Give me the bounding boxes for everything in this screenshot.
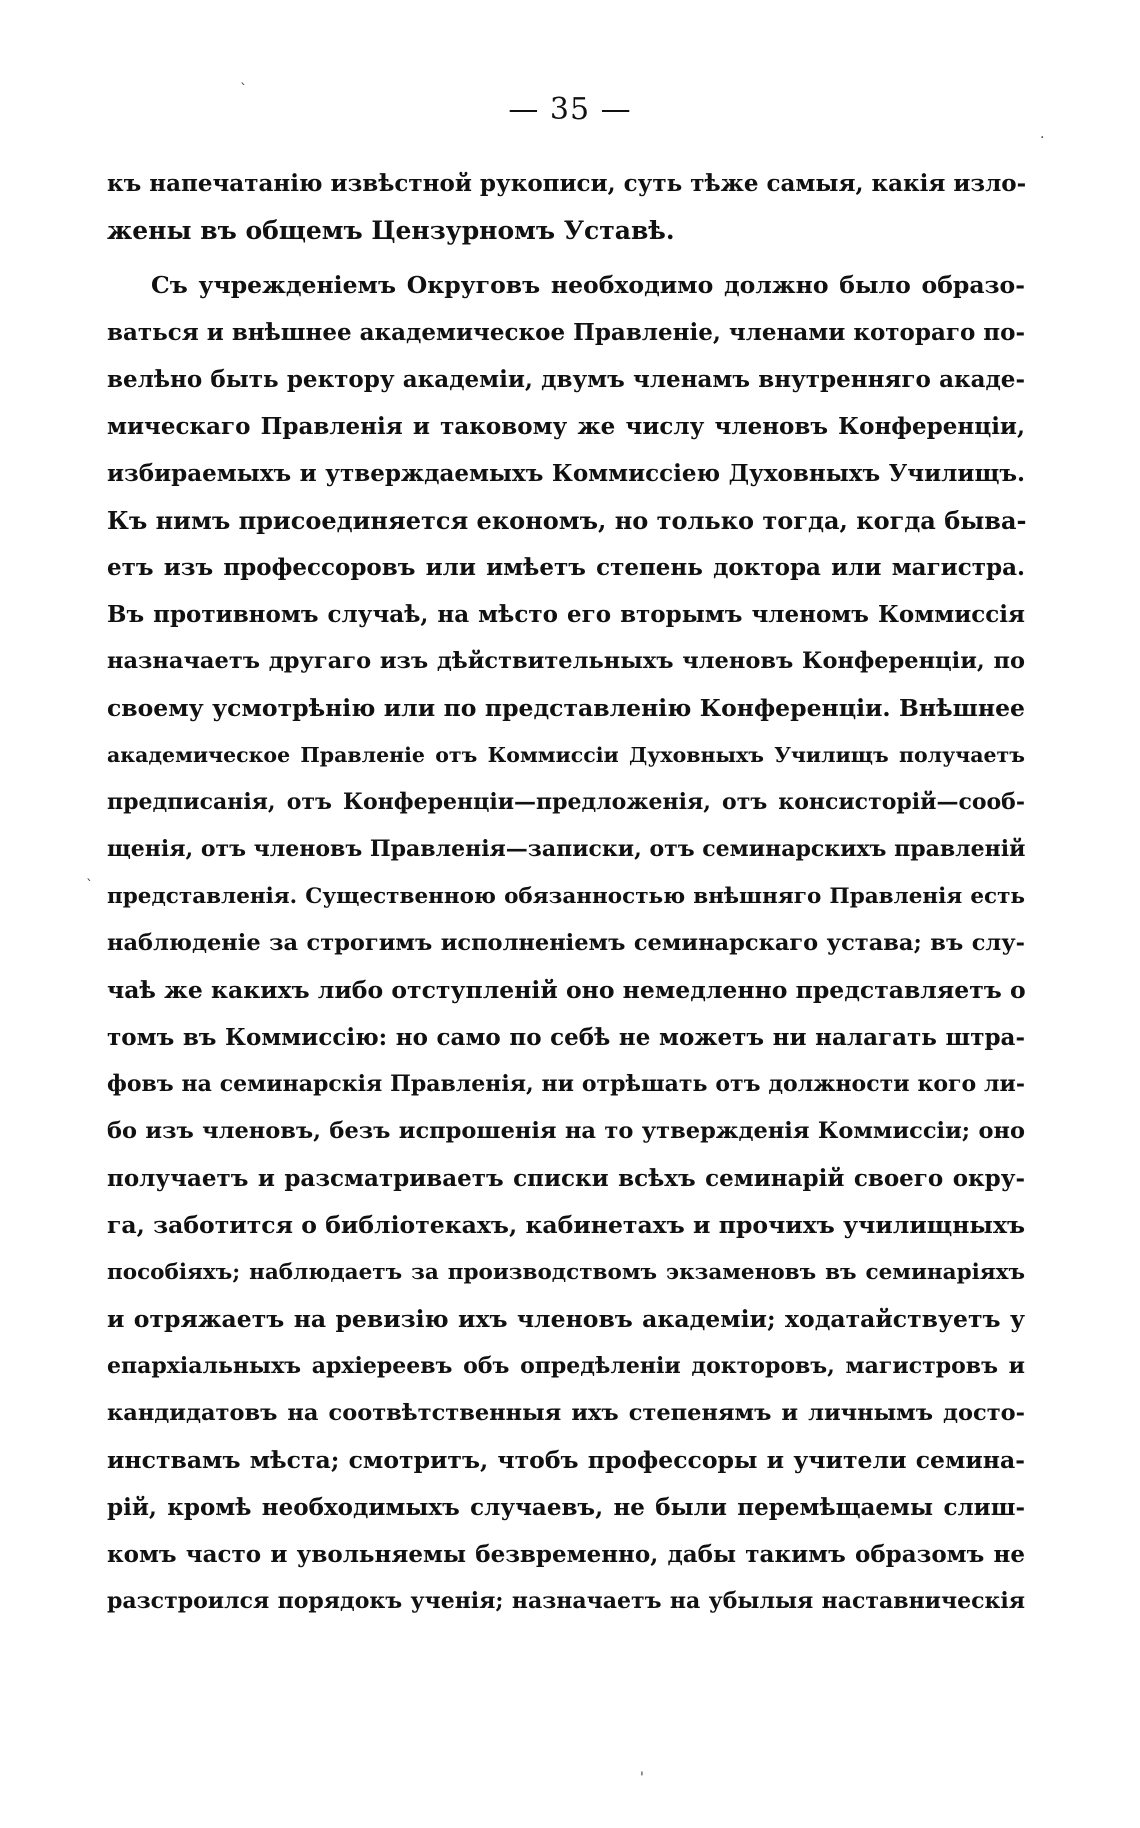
text-line: пособіяхъ; наблюдаетъ за производствомъ экзаменовъ въ семинаріяхъ <box>107 1260 1025 1285</box>
text-line: Въ противномъ случаѣ, на мѣсто его вторымъ членомъ Коммиссія <box>107 601 1025 628</box>
text-line: академическое Правленіе отъ Коммиссіи Духовныхъ Училищъ получаетъ <box>107 743 1025 767</box>
text-line: рій, кромѣ необходимыхъ случаевъ, не были перемѣщаемы слиш- <box>107 1494 1025 1521</box>
text-line: га, заботится о библіотекахъ, кабинетахъ и прочихъ училищныхъ <box>107 1211 1025 1239</box>
text-line: щенія, отъ членовъ Правленія—записки, отъ семинарскихъ правленій <box>107 836 1026 862</box>
text-line: получаетъ и разсматриваетъ списки всѣхъ семинарій своего окру- <box>107 1165 1025 1192</box>
page-number: — 35 — <box>508 92 632 127</box>
text-line: инствамъ мѣста; смотритъ, чтобъ профессоры и учители семина- <box>107 1446 1025 1474</box>
text-line: своему усмотрѣнію или по представленію Конференціи. Внѣшнее <box>107 694 1025 722</box>
text-line: предписанія, отъ Конференціи—предложенія, отъ консисторій—сооб- <box>107 789 1025 815</box>
text-line: велѣно быть ректору академіи, двумъ членамъ внутренняго акаде- <box>107 366 1025 393</box>
paragraph-2 <box>107 262 1025 1625</box>
text-line: епархіальныхъ архіереевъ объ опредѣленіи докторовъ, магистровъ и <box>107 1353 1025 1379</box>
text-line: избираемыхъ и утверждаемыхъ Коммиссіею Духовныхъ Училищъ. <box>107 460 1025 487</box>
text-line: представленія. Существенною обязанностью внѣшняго Правленія есть <box>107 884 1025 909</box>
text-line: етъ изъ профессоровъ или имѣетъ степень доктора или магистра. <box>107 554 1025 581</box>
text-line: чаѣ же какихъ либо отступленій оно немедленно представляетъ о <box>107 976 1026 1004</box>
scan-speck: ` <box>86 878 93 894</box>
text-line: наблюденіе за строгимъ исполненіемъ семинарскаго устава; въ слу- <box>107 930 1025 956</box>
text-line: мическаго Правленія и таковому же числу членовъ Конференціи, <box>107 413 1025 440</box>
text-line: ваться и внѣшнее академическое Правленіе, членами котораго по- <box>107 319 1026 346</box>
text-line: комъ часто и увольняемы безвременно, дабы такимъ образомъ не <box>107 1541 1025 1568</box>
text-line: Къ нимъ присоединяется економъ, но только тогда, когда быва- <box>107 506 1027 535</box>
text-line: Съ учрежденіемъ Округовъ необходимо должно было образо- <box>151 271 1025 299</box>
paragraph-1 <box>107 160 1025 254</box>
text-line: къ напечатанію извѣстной рукописи, суть тѣже самыя, какія изло- <box>107 170 1027 197</box>
text-line: разстроился порядокъ ученія; назначаетъ на убылыя наставническія <box>107 1588 1025 1614</box>
body-text <box>107 160 1025 1625</box>
text-line: фовъ на семинарскія Правленія, ни отрѣшать отъ должности кого ли- <box>107 1071 1025 1097</box>
text-line: бо изъ членовъ, безъ испрошенія на то утвержденія Коммиссіи; оно <box>107 1118 1025 1144</box>
text-line: и отряжаетъ на ревизію ихъ членовъ академіи; ходатайствуетъ у <box>107 1305 1025 1333</box>
text-line: назначаетъ другаго изъ дѣйствительныхъ членовъ Конференціи, по <box>107 648 1025 674</box>
scan-speck: · <box>1040 130 1045 146</box>
text-line: томъ въ Коммиссію: но само по себѣ не можетъ ни налагать штра- <box>107 1024 1025 1051</box>
scan-speck: ' <box>640 1770 644 1786</box>
text-line: жены въ общемъ Цензурномъ Уставѣ. <box>107 216 675 245</box>
scan-speck: ` <box>240 82 247 98</box>
text-line: кандидатовъ на соотвѣтственныя ихъ степенямъ и личнымъ досто- <box>107 1400 1025 1426</box>
